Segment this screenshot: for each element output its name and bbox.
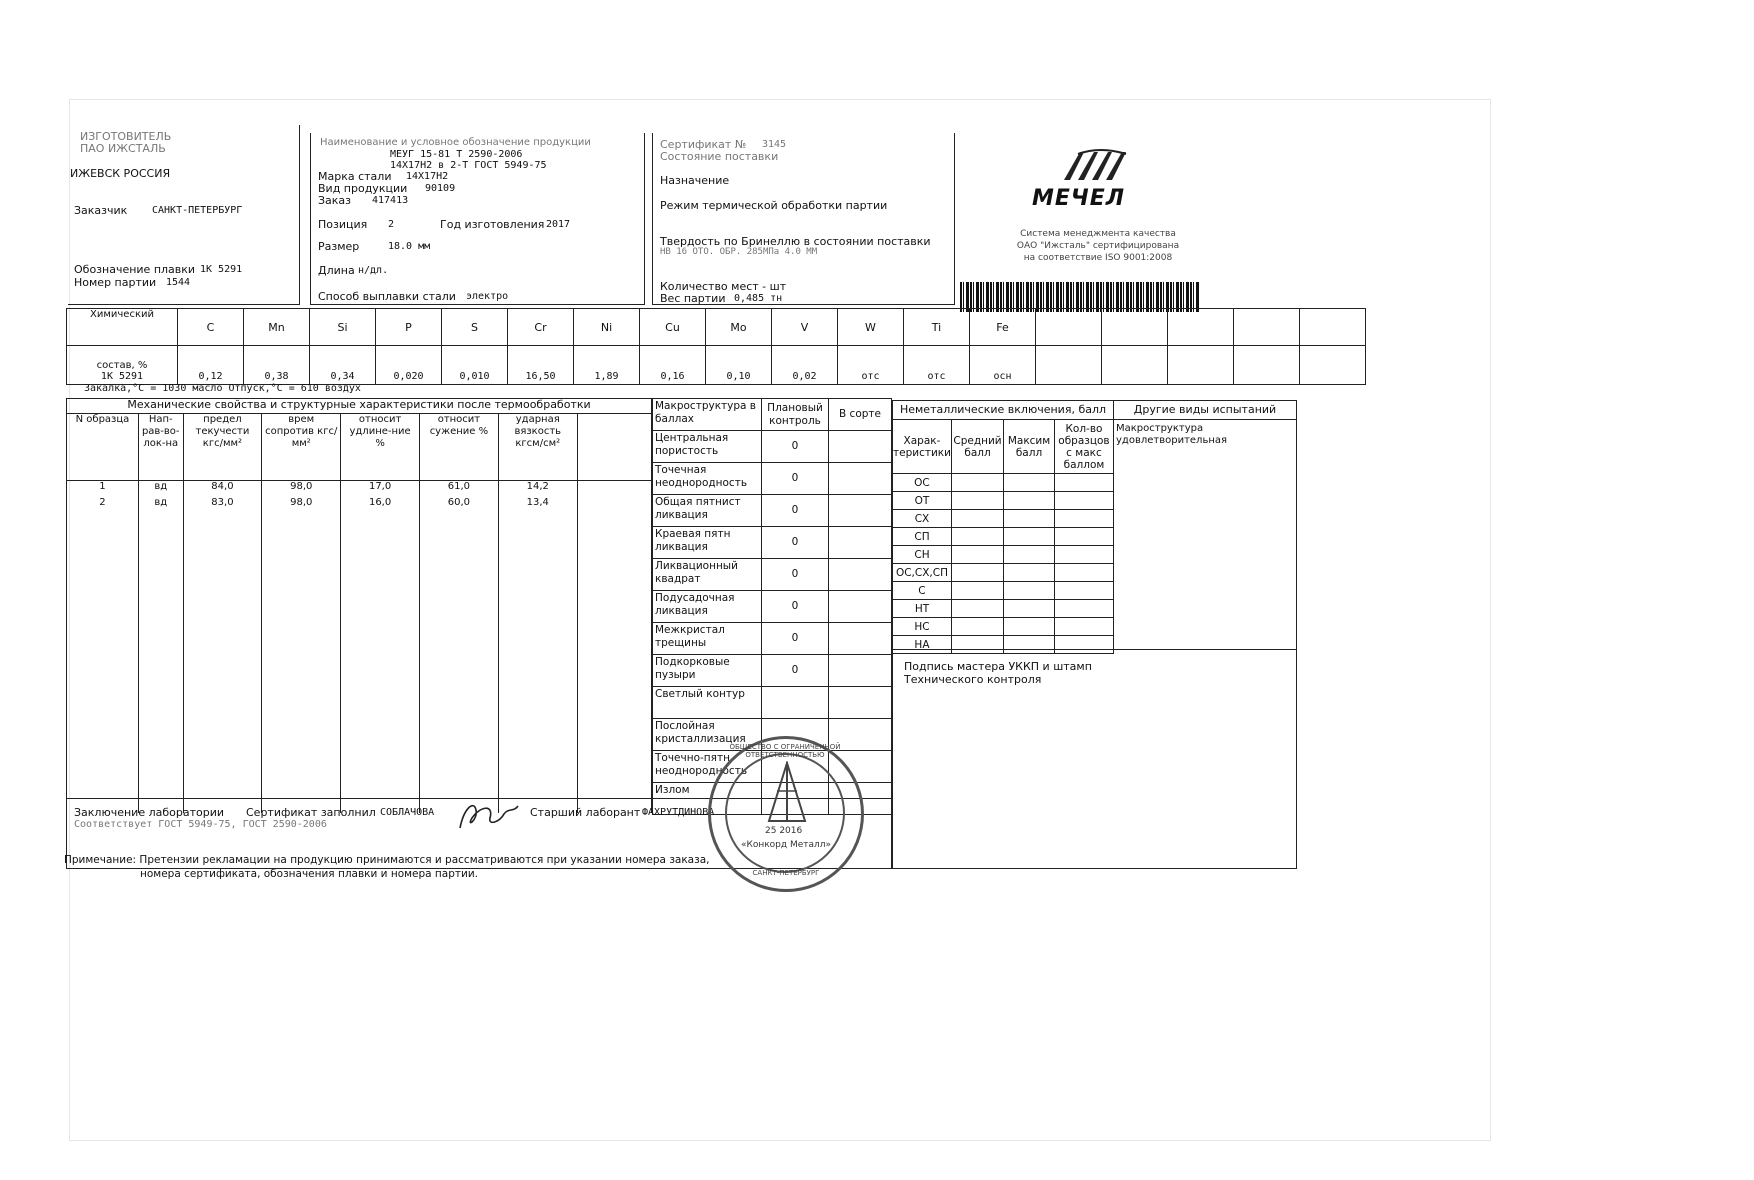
element-si: Si	[310, 309, 376, 346]
element-empty	[1168, 309, 1234, 346]
mech-cell: 14,2	[498, 481, 577, 498]
macro-row	[653, 623, 892, 655]
signature-text2: Технического контроля	[904, 673, 1042, 686]
customer-value: САНКТ-ПЕТЕРБУРГ	[152, 205, 243, 216]
mech-cell: 17,0	[341, 481, 420, 498]
value-w: отс	[838, 346, 904, 385]
mech-cell: 13,4	[498, 497, 577, 513]
delivery-state-label: Состояние поставки	[660, 150, 779, 163]
element-w: W	[838, 309, 904, 346]
incl-head-count: Кол-во образцов с макс баллом	[1054, 420, 1113, 474]
inclusion-row	[893, 582, 1114, 600]
mech-cell: 98,0	[262, 481, 341, 498]
chemistry-melt-value: 1К 5291	[100, 371, 144, 382]
year-label: Год изготовления	[440, 218, 545, 231]
inclusion-cell	[951, 618, 1003, 636]
inclusion-cell	[1004, 528, 1055, 546]
order-label: Заказ	[318, 194, 352, 207]
mech-head-tensile: врем сопротив кгс/мм²	[262, 414, 341, 481]
macro-row-planned: 0	[762, 623, 829, 655]
note-line2: номера сертификата, обозначения плавки и номера партии.	[140, 868, 478, 880]
qms-line2: ОАО "Ижсталь" сертифицирована	[1016, 241, 1180, 251]
macro-row-label: Центральная пористость	[653, 431, 762, 463]
value-ti: отс	[904, 346, 970, 385]
inclusion-cell	[1004, 510, 1055, 528]
length-label: Длина	[318, 264, 355, 277]
signature-icon	[454, 798, 524, 834]
note-line1: Примечание: Претензии рекламации на продукцию принимаются и рассматриваются при указании номера заказа,	[64, 854, 710, 866]
macro-row-label: Подусадочная ликвация	[653, 591, 762, 623]
macro-row-planned: 0	[762, 527, 829, 559]
value-si: 0,34	[310, 346, 376, 385]
mech-cell: 83,0	[183, 497, 262, 513]
inclusion-type: НА	[893, 636, 952, 654]
inclusion-row	[893, 492, 1114, 510]
macro-row-planned: 0	[762, 559, 829, 591]
mech-head-sample-no: N образца	[67, 414, 139, 481]
inclusion-type: СП	[893, 528, 952, 546]
hardness-line2: НВ 16 ОТО. ОБР. 285МПа 4.0 ММ	[660, 247, 818, 257]
melt-value: 1К 5291	[200, 264, 243, 275]
macro-row	[653, 431, 892, 463]
inclusion-cell	[1054, 582, 1113, 600]
batch-label: Номер партии	[74, 276, 157, 289]
macro-row-grade	[829, 527, 892, 559]
macro-row-planned	[762, 687, 829, 719]
macro-row	[653, 495, 892, 527]
inclusion-cell	[951, 546, 1003, 564]
value-c: 0,12	[178, 346, 244, 385]
inclusion-cell	[1054, 528, 1113, 546]
value-cu: 0,16	[640, 346, 706, 385]
macro-row-grade	[829, 559, 892, 591]
stamp-date: 25 2016	[765, 826, 803, 836]
element-cu: Cu	[640, 309, 706, 346]
filled-by-label: Сертификат заполнил	[246, 806, 376, 819]
macro-row-label: Точечно-пятн. неоднородность	[653, 751, 762, 783]
stamp-bottom-text: САНКТ-ПЕТЕРБУРГ	[752, 869, 820, 877]
melt-label: Обозначение плавки	[74, 263, 196, 276]
inclusion-cell	[1004, 492, 1055, 510]
type-label: Вид продукции	[318, 182, 408, 195]
incl-head-max: Максим балл	[1004, 420, 1055, 474]
mech-head-reduction: относит сужение %	[420, 414, 499, 481]
inclusion-cell	[1054, 510, 1113, 528]
cert-value: 3145	[762, 139, 787, 150]
mech-cell: 98,0	[262, 497, 341, 513]
manufacturer-line2: ПАО ИЖСТАЛЬ	[80, 142, 166, 155]
macro-row-planned: 0	[762, 591, 829, 623]
chemistry-melt-cell	[67, 346, 178, 385]
mech-head-yield: предел текучести кгс/мм²	[183, 414, 262, 481]
inclusion-cell	[951, 492, 1003, 510]
inclusion-type: СН	[893, 546, 952, 564]
doc-line1: МЕУГ 15-81 Т 2590-2006	[390, 149, 523, 160]
customer-label: Заказчик	[74, 204, 128, 217]
element-empty	[1300, 309, 1366, 346]
chemistry-value-row	[67, 346, 1366, 385]
chemistry-label-bottom: состав, %	[96, 360, 148, 371]
hardness-label: Твердость по Бринеллю в состоянии поставки	[660, 235, 931, 248]
inclusion-type: ОТ	[893, 492, 952, 510]
filled-by-value: СОБЛАЧОВА	[380, 807, 435, 818]
macro-row-label: Излом	[653, 783, 762, 815]
doc-label: Наименование и условное обозначение продукции	[320, 137, 591, 148]
inclusions-title: Неметаллические включения, балл	[892, 400, 1114, 420]
type-value: 90109	[425, 183, 456, 194]
manufacturer-line1: ИЗГОТОВИТЕЛЬ	[80, 130, 172, 143]
macro-row-label: Точечная неоднородность	[653, 463, 762, 495]
inclusion-cell	[1004, 600, 1055, 618]
mechanical-header-row	[67, 414, 652, 481]
inclusion-cell	[1004, 564, 1055, 582]
inclusion-cell	[1054, 600, 1113, 618]
inclusion-row	[893, 564, 1114, 582]
mechanical-title-row	[67, 399, 652, 414]
length-value: н/дл.	[358, 265, 389, 276]
other-tests-box	[1113, 419, 1297, 649]
macro-head-structure: Макроструктура в баллах	[653, 399, 762, 431]
qms-line1: Система менеджмента качества	[1020, 229, 1176, 239]
mech-cell: 60,0	[420, 497, 499, 513]
macro-row-grade	[829, 687, 892, 719]
incl-head-avg: Средний балл	[951, 420, 1003, 474]
inclusion-cell	[1054, 564, 1113, 582]
inclusion-cell	[1054, 474, 1113, 492]
value-empty	[1300, 346, 1366, 385]
macro-row	[653, 591, 892, 623]
value-empty	[1036, 346, 1102, 385]
macro-row-label: Общая пятнист ликвация	[653, 495, 762, 527]
value-mo: 0,10	[706, 346, 772, 385]
batch-value: 1544	[166, 277, 191, 288]
mech-head-impact: ударная вязкость кгсм/см²	[498, 414, 577, 481]
macro-row-grade	[829, 463, 892, 495]
macro-header-row	[653, 399, 892, 431]
year-value: 2017	[546, 219, 571, 230]
mech-cell: 61,0	[420, 481, 499, 498]
element-mo: Mo	[706, 309, 772, 346]
macro-row-label: Межкристал трещины	[653, 623, 762, 655]
element-v: V	[772, 309, 838, 346]
certificate-sheet	[64, 100, 1490, 1140]
element-cr: Cr	[508, 309, 574, 346]
value-cr: 16,50	[508, 346, 574, 385]
inclusion-row	[893, 474, 1114, 492]
purpose-label: Назначение	[660, 174, 730, 187]
macro-head-planned: Плановый контроль	[762, 399, 829, 431]
doc-line2: 14Х17Н2 в 2-Т ГОСТ 5949-75	[390, 160, 547, 171]
incl-head-char: Харак-теристики	[893, 420, 952, 474]
mech-cell	[577, 481, 651, 498]
inclusion-type: С	[893, 582, 952, 600]
inclusion-cell	[1054, 492, 1113, 510]
inclusion-cell	[1004, 618, 1055, 636]
macro-row	[653, 687, 892, 719]
inclusion-cell	[1054, 618, 1113, 636]
mechanical-row	[67, 497, 652, 513]
size-label: Размер	[318, 240, 360, 253]
inclusion-cell	[951, 510, 1003, 528]
value-s: 0,010	[442, 346, 508, 385]
macro-row-label: Послойная кристаллизация	[653, 719, 762, 751]
company-stamp	[708, 736, 864, 892]
element-mn: Mn	[244, 309, 310, 346]
position-value: 2	[388, 219, 395, 230]
macro-row-label: Подкорковые пузыри	[653, 655, 762, 687]
mech-cell: 1	[67, 481, 139, 498]
mech-cell: 16,0	[341, 497, 420, 513]
value-empty	[1102, 346, 1168, 385]
inclusions-header-row	[893, 420, 1114, 474]
size-value: 18.0 мм	[388, 241, 431, 252]
places-label: Количество мест - шт	[660, 280, 787, 293]
grade-value: 14Х17Н2	[406, 171, 449, 182]
senior-lab-value: ФАХРУТДИНОВА	[642, 807, 715, 818]
element-p: P	[376, 309, 442, 346]
heat-treatment-regime: Закалка,°С = 1030 масло Отпуск,°С = 610 воздух	[84, 383, 361, 394]
qms-line3: на соответствие ISO 9001:2008	[1023, 253, 1173, 263]
mechel-logo-icon	[1060, 148, 1130, 182]
stamp-emblem-icon	[763, 761, 811, 823]
value-ni: 1,89	[574, 346, 640, 385]
inclusion-cell	[1004, 582, 1055, 600]
inclusion-cell	[1004, 546, 1055, 564]
signature-text1: Подпись мастера УККП и штамп	[904, 660, 1092, 673]
inclusion-cell	[951, 582, 1003, 600]
macro-row	[653, 559, 892, 591]
order-value: 417413	[372, 195, 409, 206]
inclusion-row	[893, 528, 1114, 546]
macro-row-grade	[829, 655, 892, 687]
weight-value: 0,485 тн	[734, 293, 783, 304]
mech-cell	[577, 497, 651, 513]
element-c: C	[178, 309, 244, 346]
element-s: S	[442, 309, 508, 346]
mech-head-direction: Нап-рав-во-лок-на	[138, 414, 183, 481]
stamp-inner-text: «Конкорд Металл»	[740, 840, 832, 850]
inclusion-cell	[1054, 546, 1113, 564]
macrostructure-table	[652, 398, 892, 431]
inclusion-type: ОС	[893, 474, 952, 492]
other-tests-text2: удовлетворительная	[1116, 435, 1228, 446]
manufacturer-line3: ИЖЕВСК РОССИЯ	[70, 167, 171, 180]
heat-treatment-label: Режим термической обработки партии	[660, 199, 888, 212]
senior-lab-label: Старший лаборант	[530, 806, 641, 819]
inclusion-row	[893, 546, 1114, 564]
value-p: 0,020	[376, 346, 442, 385]
macro-row-planned: 0	[762, 463, 829, 495]
macro-row-label: Светлый контур	[653, 687, 762, 719]
position-label: Позиция	[318, 218, 368, 231]
macro-row-grade	[829, 431, 892, 463]
stamp-outer-text: ОБЩЕСТВО С ОГРАНИЧЕННОЙ ОТВЕТСТВЕННОСТЬЮ	[729, 743, 841, 759]
macro-row	[653, 655, 892, 687]
value-v: 0,02	[772, 346, 838, 385]
inclusion-row	[893, 618, 1114, 636]
inclusion-cell	[1004, 474, 1055, 492]
element-fe: Fe	[970, 309, 1036, 346]
value-empty	[1234, 346, 1300, 385]
inclusion-type: НС	[893, 618, 952, 636]
other-tests-text1: Макроструктура	[1116, 423, 1204, 434]
value-fe: осн	[970, 346, 1036, 385]
mechanical-row	[67, 481, 652, 498]
macro-row-planned: 0	[762, 655, 829, 687]
macro-row-label: Краевая пятн ликвация	[653, 527, 762, 559]
inclusion-type: НТ	[893, 600, 952, 618]
cert-label: Сертификат №	[660, 138, 747, 151]
grade-label: Марка стали	[318, 170, 392, 183]
inclusion-row	[893, 510, 1114, 528]
macro-row	[653, 463, 892, 495]
inclusions-rows	[893, 474, 1114, 654]
inclusion-type: ОС,СХ,СП	[893, 564, 952, 582]
inclusion-cell	[951, 474, 1003, 492]
element-empty	[1102, 309, 1168, 346]
lab-conclusion-value: Соответствует ГОСТ 5949-75, ГОСТ 2590-2006	[74, 819, 327, 830]
inclusion-row	[893, 600, 1114, 618]
value-empty	[1168, 346, 1234, 385]
mechel-logo-text: МЕЧЕЛ	[1032, 186, 1125, 211]
macro-row-planned: 0	[762, 495, 829, 527]
macro-row-grade	[829, 591, 892, 623]
chemistry-label-top: Химический	[67, 309, 178, 346]
value-mn: 0,38	[244, 346, 310, 385]
element-empty	[1234, 309, 1300, 346]
mechanical-title: Механические свойства и структурные характеристики после термообработки	[67, 399, 652, 414]
chemistry-header-row	[67, 309, 1366, 346]
mech-head-elongation: относит удлине-ние %	[341, 414, 420, 481]
other-tests-title: Другие виды испытаний	[1113, 400, 1297, 420]
element-ti: Ti	[904, 309, 970, 346]
mech-cell: вд	[138, 481, 183, 498]
macro-head-grade: В сорте	[829, 399, 892, 431]
chemistry-table	[66, 308, 1366, 385]
inclusion-cell	[951, 564, 1003, 582]
element-ni: Ni	[574, 309, 640, 346]
inclusion-cell	[951, 600, 1003, 618]
lab-conclusion-label: Заключение лаборатории	[74, 806, 225, 819]
macro-row-grade	[829, 495, 892, 527]
mechanical-table	[66, 398, 652, 813]
macro-row-label: Ликвационный квадрат	[653, 559, 762, 591]
weight-label: Вес партии	[660, 292, 726, 305]
inclusion-cell	[951, 528, 1003, 546]
inclusion-type: СХ	[893, 510, 952, 528]
method-label: Способ выплавки стали	[318, 290, 456, 303]
macro-row-grade	[829, 623, 892, 655]
macro-row	[653, 527, 892, 559]
inclusions-table	[892, 419, 1114, 654]
method-value: электро	[466, 291, 509, 302]
mech-cell: 84,0	[183, 481, 262, 498]
mechanical-filler-row	[67, 513, 652, 813]
mech-cell: 2	[67, 497, 139, 513]
mech-head-empty	[577, 414, 651, 481]
element-empty	[1036, 309, 1102, 346]
mech-cell: вд	[138, 497, 183, 513]
macro-row-planned: 0	[762, 431, 829, 463]
